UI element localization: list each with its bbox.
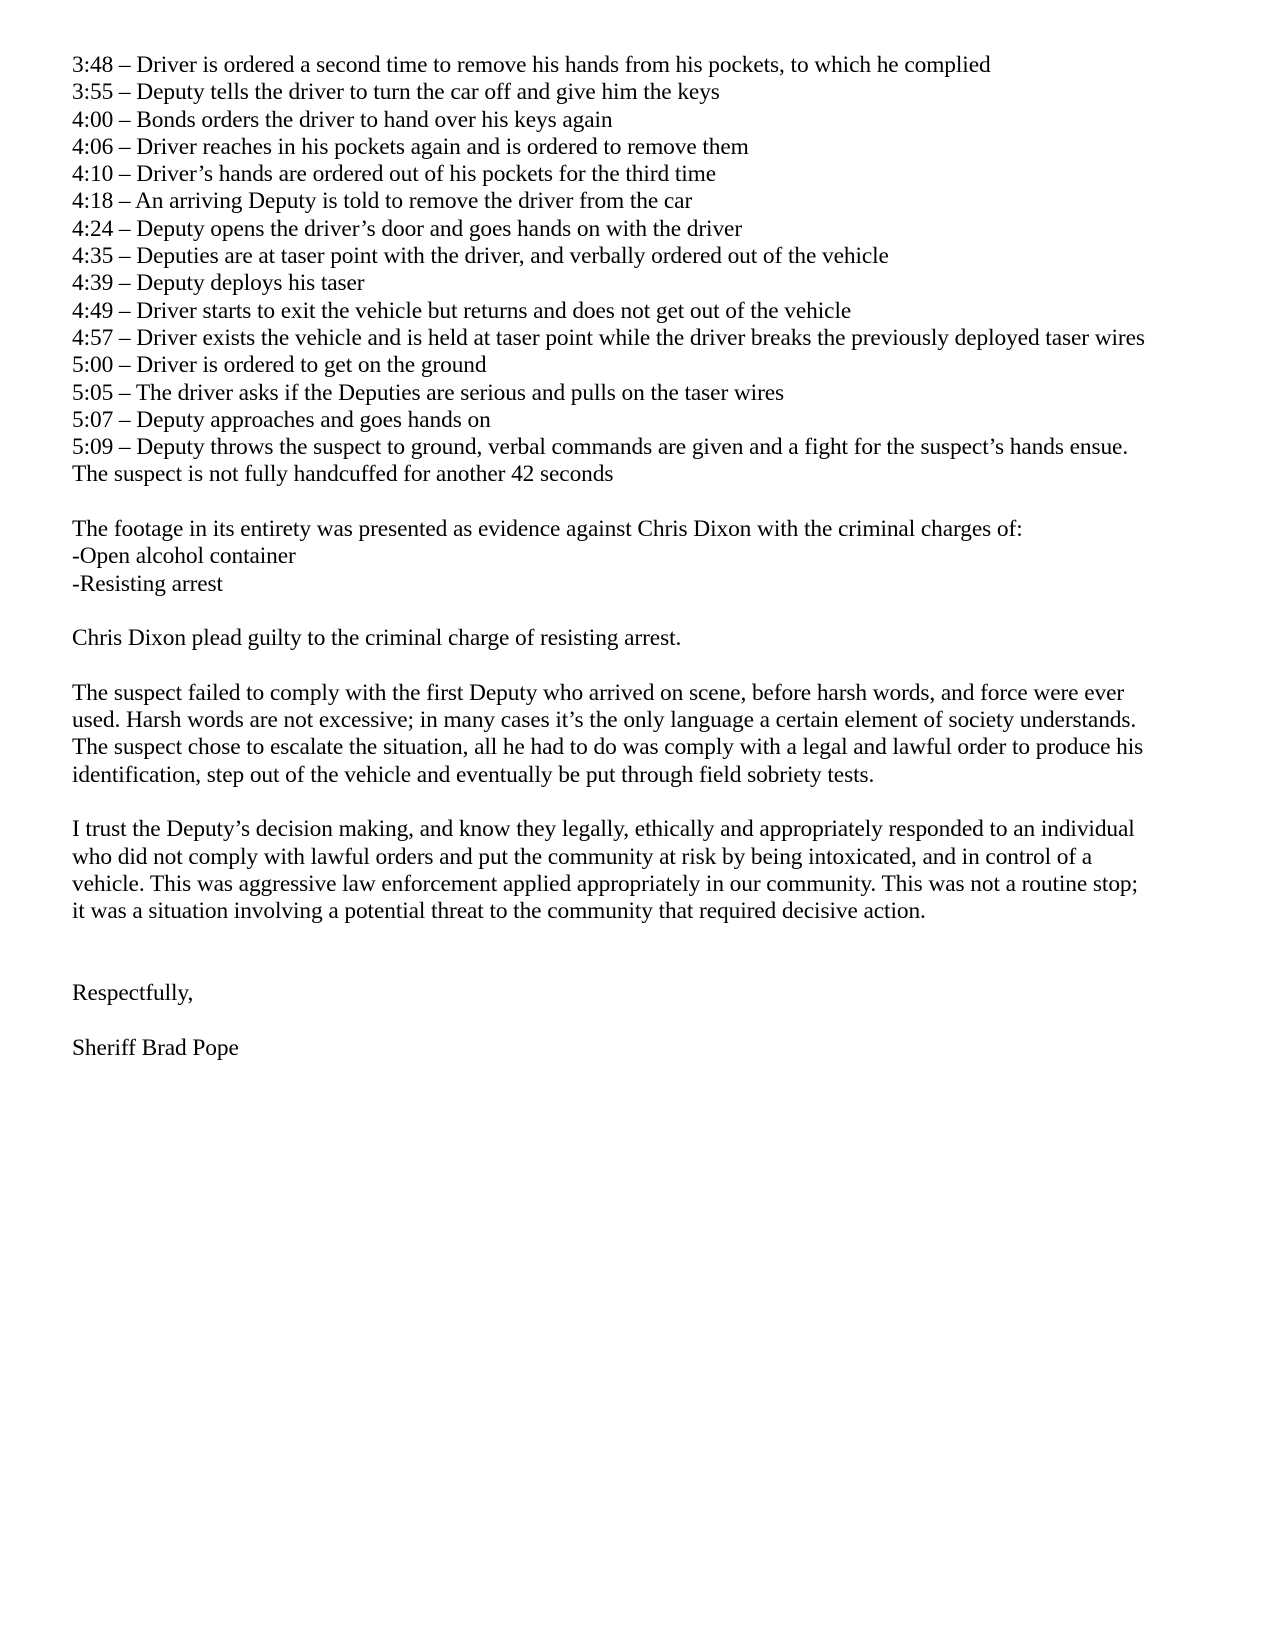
blank-line xyxy=(72,489,1152,516)
timeline-text: Deputies are at taser point with the driver, and verbally ordered out of the vehicle xyxy=(136,243,889,270)
plea-statement: Chris Dixon plead guilty to the criminal charge of resisting arrest. xyxy=(72,625,682,652)
timeline-text: Bonds orders the driver to hand over his keys again xyxy=(136,106,613,133)
timeline-text: The driver asks if the Deputies are serious and pulls on the taser wires xyxy=(135,379,785,406)
timeline-text: An arriving Deputy is told to remove the driver from the car xyxy=(135,188,693,215)
paragraph-trust: I trust the Deputy’s decision making, and know they legally, ethically and appropriately responded to an individual who did not comply with lawful orders and put the community at risk by being intoxicated, and in control of a vehicle. This was aggressive law enforcement applied appropriately in our community. This was not a routine stop; it was a situation involving a potential threat to the community that required decisive action. xyxy=(72,816,1138,925)
timeline-time: 4:24 xyxy=(72,215,114,242)
timeline-text: Deputy throws the suspect to ground, verbal commands are given and a fight for the suspect’s hands ensue. The suspect is not fully handcuffed for another 42 seconds xyxy=(72,434,1129,488)
timeline-time: 5:09 xyxy=(72,434,114,461)
timeline-time: 3:55 xyxy=(72,79,114,106)
timeline-separator: – xyxy=(113,52,137,78)
timeline-separator: – xyxy=(113,352,137,379)
timeline-time: 3:48 xyxy=(72,52,114,78)
signature: Sheriff Brad Pope xyxy=(72,1034,239,1061)
blank-line xyxy=(72,598,1152,625)
timeline-text: Deputy tells the driver to turn the car off and give him the keys xyxy=(136,79,720,106)
timeline-text: Driver exists the vehicle and is held at taser point while the driver breaks the previously deployed taser wires xyxy=(136,324,1145,351)
timeline-separator: – xyxy=(113,379,136,406)
timeline-entry xyxy=(72,298,1152,325)
timeline-entry xyxy=(72,216,1152,243)
timeline-entry xyxy=(72,325,1152,352)
timeline-separator: – xyxy=(113,406,137,433)
timeline-separator: – xyxy=(113,106,137,133)
timeline-text: Driver’s hands are ordered out of his pockets for the third time xyxy=(136,161,716,188)
timeline-separator: – xyxy=(113,324,137,351)
timeline-entry xyxy=(72,52,1152,79)
timeline-separator: – xyxy=(113,161,137,188)
timeline-time: 4:35 xyxy=(72,243,114,270)
timeline-text: Driver is ordered to get on the ground xyxy=(136,352,487,379)
timeline-text: Driver is ordered a second time to remove his hands from his pockets, to which he complied xyxy=(136,52,991,78)
charges-intro: The footage in its entirety was presented as evidence against Chris Dixon with the criminal charges of: xyxy=(72,516,1023,543)
timeline-text: Deputy opens the driver’s door and goes hands on with the driver xyxy=(136,215,743,242)
timeline-entry xyxy=(72,434,1152,489)
blank-line xyxy=(72,653,1152,680)
incident-timeline xyxy=(72,52,1152,489)
timeline-time: 4:49 xyxy=(72,297,114,324)
timeline-entry xyxy=(72,243,1152,270)
paragraph-compliance: The suspect failed to comply with the first Deputy who arrived on scene, before harsh words, and force were ever used. Harsh words are not excessive; in many cases it’s the only language a certain element of society understands. The suspect chose to escalate the situation, all he had to do was comply with a legal and lawful order to produce his identification, step out of the vehicle and eventually be put through field sobriety tests. xyxy=(72,679,1144,788)
timeline-time: 4:00 xyxy=(72,106,114,133)
timeline-separator: – xyxy=(113,270,137,297)
timeline-entry xyxy=(72,134,1152,161)
timeline-separator: – xyxy=(113,79,137,106)
timeline-time: 5:07 xyxy=(72,406,114,433)
timeline-time: 5:05 xyxy=(72,379,114,406)
charge-item: -Resisting arrest xyxy=(72,570,223,597)
blank-line xyxy=(72,789,1152,816)
timeline-separator: – xyxy=(113,133,137,160)
timeline-entry xyxy=(72,188,1152,215)
timeline-entry xyxy=(72,352,1152,379)
timeline-entry xyxy=(72,380,1152,407)
timeline-separator: – xyxy=(113,215,137,242)
timeline-text: Deputy approaches and goes hands on xyxy=(136,406,491,433)
closing: Respectfully, xyxy=(72,980,194,1007)
timeline-entry xyxy=(72,79,1152,106)
blank-line xyxy=(72,926,1152,981)
letter-page xyxy=(72,52,1152,1062)
timeline-time: 4:06 xyxy=(72,133,114,160)
timeline-entry xyxy=(72,107,1152,134)
timeline-separator: – xyxy=(113,243,137,270)
timeline-entry xyxy=(72,407,1152,434)
timeline-text: Deputy deploys his taser xyxy=(136,270,365,297)
timeline-separator: – xyxy=(113,297,137,324)
timeline-time: 5:00 xyxy=(72,352,114,379)
timeline-separator: – xyxy=(113,188,135,215)
timeline-time: 4:18 xyxy=(72,188,114,215)
timeline-separator: – xyxy=(113,434,137,461)
timeline-text: Driver starts to exit the vehicle but returns and does not get out of the vehicle xyxy=(136,297,852,324)
blank-line xyxy=(72,1007,1152,1034)
timeline-text: Driver reaches in his pockets again and is ordered to remove them xyxy=(136,133,749,160)
timeline-entry xyxy=(72,161,1152,188)
charge-item: -Open alcohol container xyxy=(72,543,296,570)
timeline-entry xyxy=(72,270,1152,297)
timeline-time: 4:57 xyxy=(72,324,114,351)
timeline-time: 4:10 xyxy=(72,161,114,188)
timeline-time: 4:39 xyxy=(72,270,114,297)
